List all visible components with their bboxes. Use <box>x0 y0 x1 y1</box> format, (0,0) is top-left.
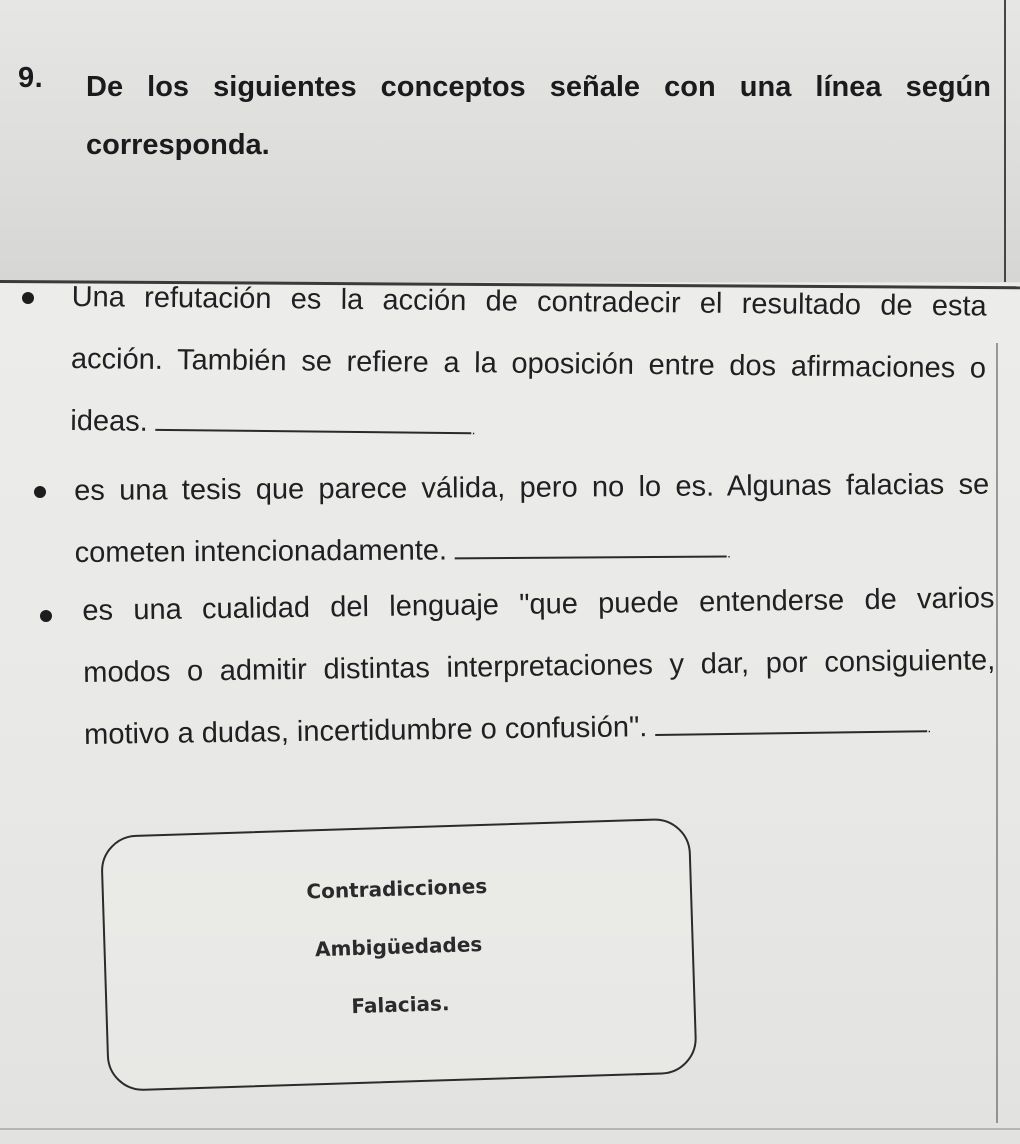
page-edge <box>996 343 998 1123</box>
definition-item-refutacion <box>70 266 987 466</box>
definition-line: modos o admitir distintas interpretaciones y dar, por consiguiente, <box>83 644 996 689</box>
option-ambiguedades[interactable]: Ambigüedades <box>314 932 483 962</box>
definition-line: motivo a dudas, incertidumbre o confusión". . <box>84 707 931 751</box>
answer-blank[interactable] <box>655 708 927 736</box>
answer-blank[interactable] <box>156 407 472 434</box>
definition-line: acción. También se refiere a la oposición entre dos afirmaciones o <box>70 342 987 385</box>
options-box <box>100 817 698 1091</box>
option-contradicciones[interactable]: Contradicciones <box>306 873 488 904</box>
question-text: De los siguientes conceptos señale con una línea según corresponda. <box>86 71 991 161</box>
bullet-icon <box>40 610 52 622</box>
definition-item-falacias <box>74 454 990 588</box>
definition-line: cometen intencionadamente. . <box>74 534 732 569</box>
answer-blank[interactable] <box>455 533 727 559</box>
page-edge <box>1004 0 1006 282</box>
bullet-icon <box>34 486 46 498</box>
definition-line: es una cualidad del lenguaje "que puede entenderse de varios <box>82 582 995 627</box>
definition-line: es una tesis que parece válida, pero no lo es. Algunas falacias se <box>74 468 990 507</box>
definition-item-ambiguedades <box>82 567 997 770</box>
option-falacias[interactable]: Falacias. <box>351 991 450 1019</box>
definition-line: ideas. . <box>70 404 476 438</box>
definition-line: Una refutación es la acción de contradecir el resultado de esta <box>71 280 987 323</box>
question-number: 9. <box>18 62 44 94</box>
bullet-icon <box>22 292 34 304</box>
page-bottom-edge <box>0 1128 1020 1130</box>
